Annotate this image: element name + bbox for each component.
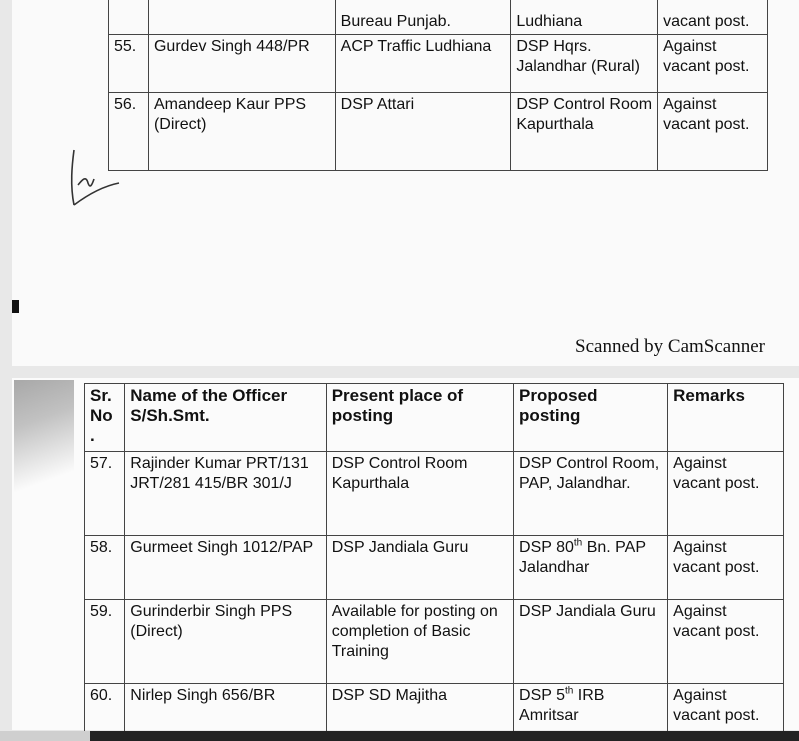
proposed-cell: [514, 684, 668, 734]
name-cell: Gurinderbir Singh PPS (Direct): [125, 600, 326, 684]
sr-cell: 55.: [109, 35, 149, 93]
table-row: [85, 536, 784, 600]
header-remarks: Remarks: [668, 384, 784, 452]
scanned-page-2: [12, 378, 799, 730]
table-row: [85, 600, 784, 684]
remarks-cell: vacant post.: [658, 0, 768, 35]
remarks-cell: Against vacant post.: [658, 35, 768, 93]
sr-cell: 59.: [85, 600, 125, 684]
remarks-cell: Against vacant post.: [668, 536, 784, 600]
table-row: [85, 684, 784, 734]
sr-cell: 58.: [85, 536, 125, 600]
scanned-by-text: Scanned by CamScanner: [575, 336, 765, 357]
name-cell: Gurdev Singh 448/PR: [148, 35, 335, 93]
present-cell: DSP Jandiala Guru: [326, 536, 513, 600]
name-cell: Rajinder Kumar PRT/131 JRT/281 415/BR 301/J: [125, 452, 326, 536]
proposed-cell: DSP Control Room, PAP, Jalandhar.: [514, 452, 668, 536]
proposed-text: DSP 80: [519, 539, 574, 556]
postings-table-top: [108, 0, 768, 171]
proposed-text: DSP 5: [519, 687, 565, 704]
header-name: Name of the Officer S/Sh.Smt.: [125, 384, 326, 452]
proposed-cell: [514, 536, 668, 600]
present-cell: DSP Attari: [335, 93, 511, 171]
sr-cell: 57.: [85, 452, 125, 536]
proposed-cell: Ludhiana: [511, 0, 658, 35]
table-row: [109, 35, 768, 93]
table-header-row: [85, 384, 784, 452]
signature-mark: [64, 145, 134, 225]
table-row: [109, 0, 768, 35]
page-marker: [12, 300, 19, 313]
proposed-cell: DSP Jandiala Guru: [514, 600, 668, 684]
proposed-cell: DSP Hqrs. Jalandhar (Rural): [511, 35, 658, 93]
table-row: [85, 452, 784, 536]
page-shadow: [14, 380, 74, 520]
present-cell: DSP SD Majitha: [326, 684, 513, 734]
header-proposed: Proposed posting: [514, 384, 668, 452]
remarks-cell: Against vacant post.: [658, 93, 768, 171]
remarks-cell: Against vacant post.: [668, 684, 784, 734]
name-cell: Gurmeet Singh 1012/PAP: [125, 536, 326, 600]
proposed-text-rest: Bn. PAP Jalandhar: [519, 539, 646, 576]
present-cell: Bureau Punjab.: [335, 0, 511, 35]
name-cell: [148, 0, 335, 35]
remarks-cell: Against vacant post.: [668, 452, 784, 536]
sr-cell: [109, 0, 149, 35]
name-cell: Amandeep Kaur PPS (Direct): [148, 93, 335, 171]
footer-strip: [0, 731, 90, 741]
taskbar: [90, 731, 799, 741]
ordinal-suffix: th: [565, 685, 574, 697]
table-row: [109, 93, 768, 171]
proposed-text-rest: IRB Amritsar: [519, 687, 605, 724]
present-cell: Available for posting on completion of Basic Training: [326, 600, 513, 684]
header-present: Present place of posting: [326, 384, 513, 452]
ordinal-suffix: th: [573, 537, 583, 549]
name-cell: Nirlep Singh 656/BR: [125, 684, 326, 734]
sr-cell: 60.: [85, 684, 125, 734]
postings-table: [84, 383, 784, 734]
sr-cell: 56.: [109, 93, 149, 171]
scanned-page-1: [12, 0, 799, 366]
present-cell: DSP Control Room Kapurthala: [326, 452, 513, 536]
header-sr: Sr. No .: [85, 384, 125, 452]
proposed-cell: DSP Control Room Kapurthala: [511, 93, 658, 171]
remarks-cell: Against vacant post.: [668, 600, 784, 684]
present-cell: ACP Traffic Ludhiana: [335, 35, 511, 93]
